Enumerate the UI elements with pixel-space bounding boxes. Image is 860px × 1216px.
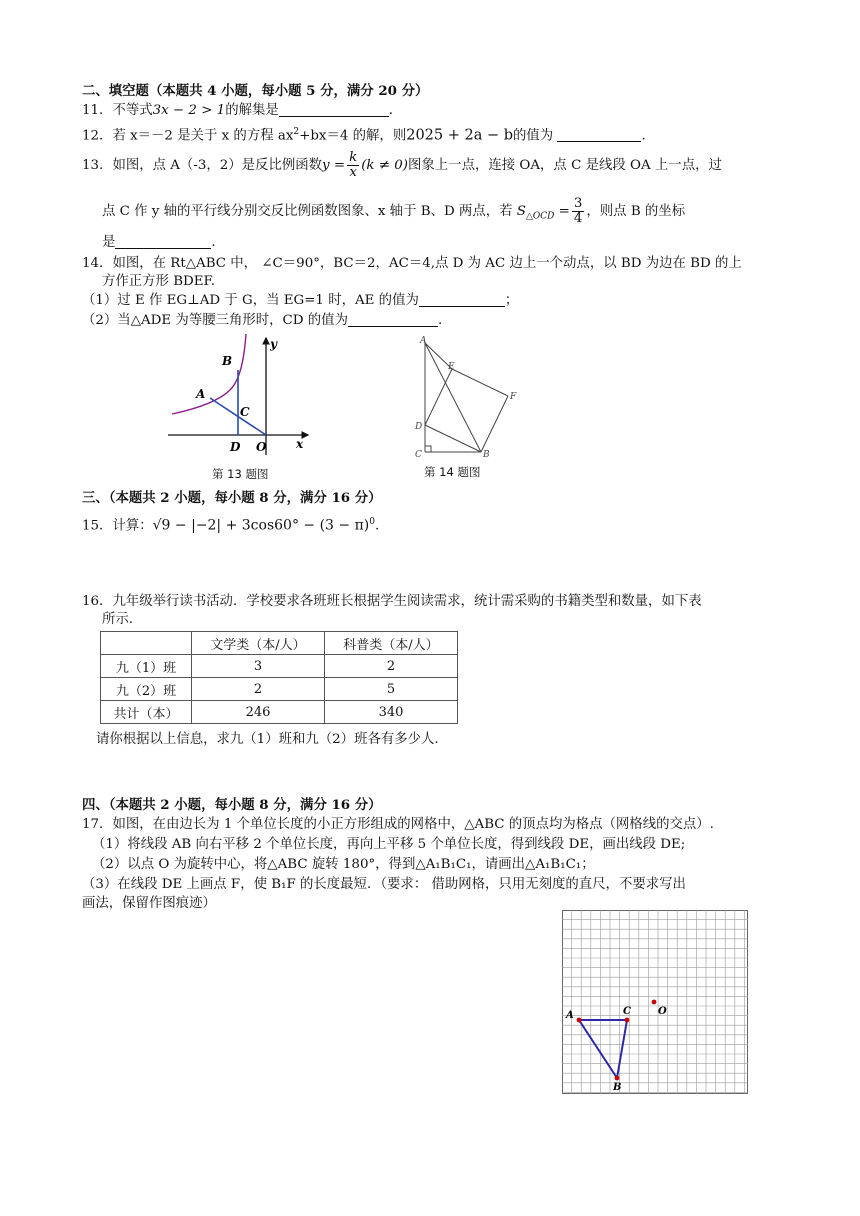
table-header-cell	[101, 632, 192, 655]
q12-text-b: +bx＝4 的解，则	[299, 128, 407, 144]
q13-answer-blank[interactable]	[115, 234, 211, 249]
table-cell: 共计（本）	[101, 701, 192, 724]
table-cell: 340	[325, 701, 458, 724]
point-c	[625, 1018, 630, 1023]
table-cell: 2	[192, 678, 325, 701]
table-header-cell: 文学类（本/人）	[192, 632, 325, 655]
table-header-cell: 科普类（本/人）	[325, 632, 458, 655]
table-cell: 九（2）班	[101, 678, 192, 701]
q11-text-a: 不等式	[112, 103, 153, 118]
q14-part-2-end: .	[437, 313, 443, 328]
fig14-label-f: F	[510, 392, 517, 402]
fig14-side-ab	[425, 343, 481, 452]
point-a	[577, 1018, 582, 1023]
q11-number: 11．	[82, 103, 113, 118]
fig13-label-b: B	[222, 354, 233, 368]
q12-text-c: 的值为	[513, 128, 554, 144]
question-17-part-3: （3）在线段 DE 上画点 F，使 B₁F 的长度最短．（要求： 借助网格，只用无刻度的直尺，不要求写出	[82, 877, 686, 892]
q14-part-1-end: ；	[504, 293, 519, 308]
q12-number: 12．	[82, 128, 113, 144]
q16-question: 请你根据以上信息，求九（1）班和九（2）班各有多少人.	[96, 732, 439, 747]
section-2-heading: 二、填空题（本题共 4 小题，每小题 5 分，满分 20 分）	[82, 83, 429, 99]
q14-part-1-text: （1）过 E 作 EG⊥AD 于 G，当 EG=1 时，AE 的值为	[82, 293, 419, 308]
q13-area-denominator: 4	[573, 211, 583, 226]
grid-label-o: O	[658, 1006, 667, 1017]
q16-text-1: 九年级举行读书活动．学校要求各班班长根据学生阅读需求，统计需采购的书籍类型和数量，如下表	[112, 594, 702, 609]
question-16-line-1	[82, 593, 702, 611]
fig13-label-c: C	[240, 405, 250, 419]
figure-13-caption: 第 13 题图	[212, 467, 269, 481]
question-14-line-2: 方作正方形 BDEF.	[102, 274, 216, 289]
q13-condition: (k ≠ 0)	[361, 158, 409, 173]
question-17-line-1	[82, 816, 714, 834]
q13-area-fraction	[572, 197, 585, 226]
q13-area-subscript: △OCD	[525, 211, 555, 222]
q15-expression: √9 − |−2| + 3cos60° − (3 − π)	[152, 517, 370, 534]
table-cell: 3	[192, 655, 325, 678]
fig14-label-e: E	[448, 362, 455, 372]
q14-part-2-blank[interactable]	[348, 312, 438, 327]
table-cell: 2	[325, 655, 458, 678]
q14-part-1-blank[interactable]	[419, 292, 505, 307]
table-row	[101, 678, 458, 701]
q11-answer-blank[interactable]	[279, 102, 389, 117]
q13-text-2b: ，则点 B 的坐标	[586, 204, 686, 219]
q15-superscript: 0	[369, 517, 375, 527]
q15-text: 计算：	[112, 518, 153, 534]
figure-13	[160, 330, 320, 460]
question-17-part-2: （2）以点 O 为旋转中心，将△ABC 旋转 180°，得到△A₁B₁C₁，请画出△A₁B₁C₁；	[92, 857, 595, 872]
q17-text-1: 如图，在由边长为 1 个单位长度的小正方形组成的网格中，△ABC 的顶点均为格点（网格线的交点）.	[112, 817, 714, 832]
question-11	[82, 102, 393, 120]
fig14-label-c: C	[415, 450, 422, 458]
point-o	[652, 1000, 657, 1005]
q14-part-2-text: （2）当△ADE 为等腰三角形时，CD 的值为	[82, 313, 348, 328]
table-header-row	[101, 632, 458, 655]
fig13-label-a: A	[196, 387, 206, 401]
question-17-part-1: （1）将线段 AB 向右平移 2 个单位长度，再向上平移 5 个单位长度，得到线段 DE，画出线段 DE;	[92, 837, 686, 852]
question-13-line-3	[102, 234, 216, 252]
question-14-line-1	[82, 255, 742, 273]
q13-equals: =	[558, 204, 570, 219]
fig14-segment-db	[425, 425, 481, 452]
section-3-heading: 三、（本题共 2 小题，每小题 8 分，满分 16 分）	[82, 490, 382, 506]
fig14-label-d: D	[415, 422, 423, 432]
fig14-right-angle-mark	[425, 446, 431, 452]
q13-text-1b: 图象上一点，连接 OA，点 C 是线段 OA 上一点，过	[408, 158, 722, 173]
question-14-part-1	[82, 292, 518, 310]
q13-text-3: 是	[102, 235, 116, 250]
question-13-line-1	[82, 146, 722, 186]
fig14-label-a: A	[420, 336, 427, 346]
q12-text-a: 若 x＝－2 是关于 x 的方程 ax	[112, 128, 294, 144]
q17-grid-figure	[562, 910, 748, 1094]
question-12	[82, 123, 646, 145]
q13-number: 13．	[82, 158, 113, 173]
fig14-label-b: B	[483, 450, 490, 458]
grid-label-a: A	[566, 1010, 574, 1021]
q16-table	[100, 631, 458, 724]
figure-14	[410, 333, 520, 458]
table-cell: 九（1）班	[101, 655, 192, 678]
question-14-part-2	[82, 312, 442, 330]
fig13-label-y: y	[270, 337, 277, 351]
fig13-label-d: D	[230, 440, 241, 454]
grid-label-b: B	[613, 1082, 622, 1093]
q13-fraction-denominator: x	[349, 165, 357, 180]
section-4-heading: 四、（本题共 2 小题，每小题 8 分，满分 16 分）	[82, 797, 382, 813]
q11-end: .	[388, 103, 394, 118]
q13-fraction	[347, 151, 359, 180]
table-row	[101, 655, 458, 678]
fig14-segment-ef	[452, 369, 508, 396]
table-cell: 5	[325, 678, 458, 701]
question-13-line-2	[102, 192, 685, 237]
table-row	[101, 701, 458, 724]
q13-area: S	[516, 204, 526, 219]
q12-end: .	[641, 128, 646, 144]
grid-label-c: C	[623, 1006, 631, 1017]
q16-number: 16．	[82, 594, 113, 609]
q15-end: .	[374, 518, 380, 534]
q17-number: 17．	[82, 817, 113, 832]
question-15	[82, 510, 379, 538]
figure-14-caption: 第 14 题图	[424, 465, 481, 479]
q13-fraction-numerator: k	[349, 150, 358, 165]
table-cell: 246	[192, 701, 325, 724]
q11-expression: 3x − 2 > 1	[152, 103, 226, 118]
question-17-part-3b: 画法，保留作图痕迹）	[82, 896, 216, 911]
q14-text-1: 如图，在 Rt△ABC 中， ∠C＝90°，BC＝2，AC＝4,点 D 为 AC 边上一个动点，以 BD 为边在 BD 的上	[112, 256, 742, 271]
q13-function: y =	[322, 158, 346, 173]
fig13-label-o: O	[256, 440, 267, 454]
q13-area-numerator: 3	[573, 196, 583, 211]
q11-text-b: 的解集是	[225, 103, 279, 118]
fig14-segment-fb	[481, 396, 508, 452]
fig13-label-x: x	[296, 437, 304, 451]
fig13-hyperbola	[172, 334, 246, 414]
q13-text-2a: 点 C 作 y 轴的平行线分别交反比例函数图象、x 轴于 B、D 两点，若	[102, 204, 513, 219]
fig14-segment-de	[425, 369, 452, 425]
q12-expression: 2025 + 2a − b	[406, 127, 514, 144]
q12-answer-blank[interactable]	[557, 127, 641, 142]
point-b	[615, 1076, 620, 1081]
q12-superscript: 2	[293, 127, 300, 137]
q15-number: 15．	[82, 518, 113, 534]
q13-text-1a: 如图，点 A（-3，2）是反比例函数	[112, 158, 323, 173]
q14-number: 14．	[82, 256, 113, 271]
q13-end: .	[211, 235, 216, 250]
question-16-line-2: 所示.	[102, 612, 134, 627]
